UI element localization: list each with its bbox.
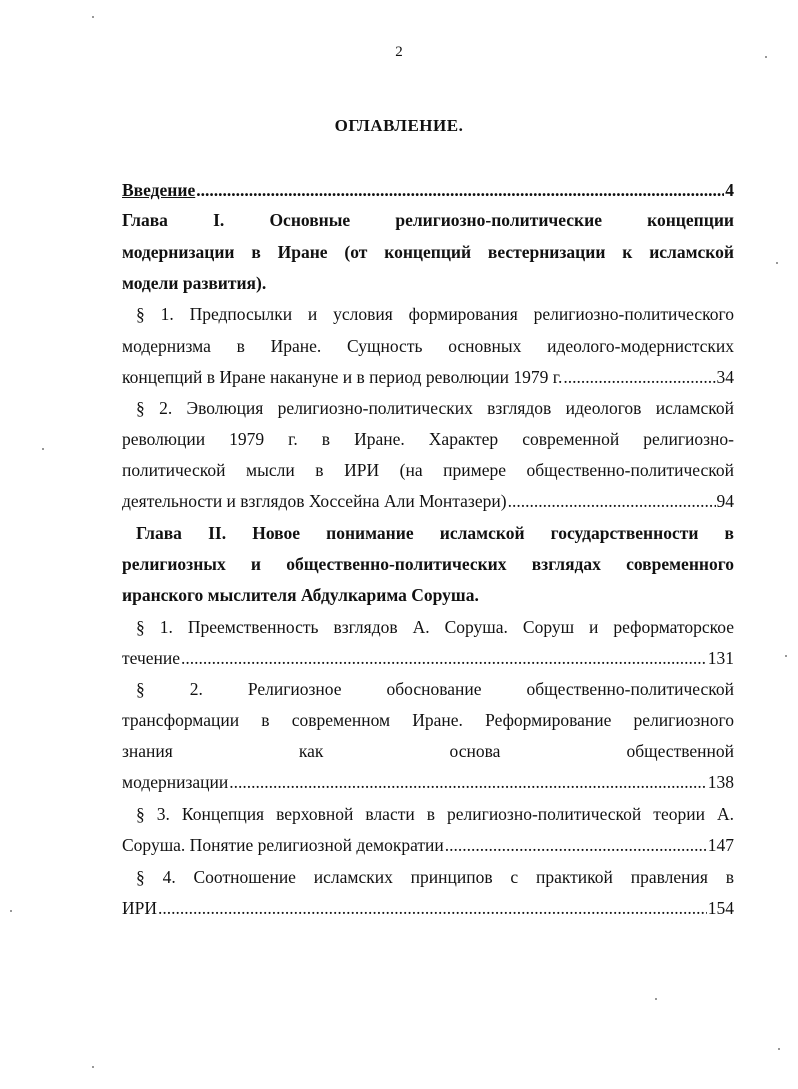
toc-line: § 4. Соотношение исламских принципов с практикой правления в	[136, 867, 734, 887]
dot-leader	[229, 767, 707, 798]
toc-page-number: 94	[716, 491, 734, 511]
toc-line: Глава I. Основные религиозно-политические концепции	[122, 210, 734, 230]
dot-leader	[508, 486, 716, 517]
scan-speck	[92, 1066, 94, 1068]
scan-speck	[785, 655, 787, 657]
scan-speck	[92, 16, 94, 18]
toc-line	[122, 830, 734, 861]
toc-page-number: 147	[707, 835, 734, 855]
scan-speck	[776, 262, 778, 264]
dot-leader	[563, 362, 715, 393]
toc-page-number: 154	[707, 898, 734, 918]
scan-speck	[765, 56, 767, 58]
toc-line: религиозных и общественно-политических взглядах современного	[122, 554, 734, 574]
toc-line	[122, 767, 734, 798]
toc-page-number: 131	[707, 648, 734, 668]
toc-line: модернизма в Иране. Сущность основных идеолого-модернистских	[122, 336, 734, 356]
page-title: ОГЛАВЛЕНИЕ.	[334, 116, 464, 135]
toc-line: Глава II. Новое понимание исламской государственности в	[136, 523, 734, 543]
dot-leader	[181, 643, 707, 674]
toc-line: трансформации в современном Иране. Реформирование религиозного	[122, 710, 734, 730]
toc-line: революции 1979 г. в Иране. Характер современной религиозно-	[122, 429, 734, 449]
toc-entry-intro[interactable]	[122, 175, 734, 206]
toc-line: политической мысли в ИРИ (на примере общественно-политической	[122, 460, 734, 480]
page-number: 2	[395, 44, 403, 60]
toc-line: модернизации в Иране (от концепций вестернизации к исламской	[122, 242, 734, 262]
toc-entry-label: концепций в Иране накануне и в период революции 1979 г.	[122, 367, 563, 387]
toc-entry-label: течение	[122, 648, 181, 668]
toc-line	[122, 643, 734, 674]
toc-page-number: 4	[725, 180, 734, 200]
dot-leader	[158, 893, 707, 924]
dot-leader	[196, 175, 724, 206]
toc-line: § 2. Религиозное обоснование общественно-политической	[136, 679, 734, 699]
scan-speck	[42, 448, 44, 450]
dot-leader	[445, 830, 707, 861]
toc-line: § 3. Концепция верховной власти в религиозно-политической теории А.	[136, 804, 734, 824]
toc-line	[122, 362, 734, 393]
toc-line: знания как основа общественной	[122, 741, 734, 761]
toc-line: модели развития).	[122, 273, 267, 293]
scan-speck	[655, 998, 657, 1000]
toc-line	[122, 893, 734, 924]
toc-entry-label: Введение	[122, 180, 196, 200]
toc-entry-label: ИРИ	[122, 898, 158, 918]
toc-entry-label: Соруша. Понятие религиозной демократии	[122, 835, 444, 855]
toc-line: иранского мыслителя Абдулкарима Соруша.	[122, 585, 479, 605]
toc-entry-label: модернизации	[122, 772, 229, 792]
toc-page-number: 138	[707, 772, 734, 792]
scan-speck	[10, 910, 12, 912]
scan-speck	[778, 1048, 780, 1050]
toc-line: § 1. Предпосылки и условия формирования религиозно-политического	[136, 304, 734, 324]
toc-line	[122, 486, 734, 517]
toc-entry-label: деятельности и взглядов Хоссейна Али Монтазери)	[122, 491, 507, 511]
toc-line: § 1. Преемственность взглядов А. Соруша. Соруш и реформаторское	[136, 617, 734, 637]
toc-line: § 2. Эволюция религиозно-политических взглядов идеологов исламской	[136, 398, 734, 418]
toc-page-number: 34	[716, 367, 734, 387]
